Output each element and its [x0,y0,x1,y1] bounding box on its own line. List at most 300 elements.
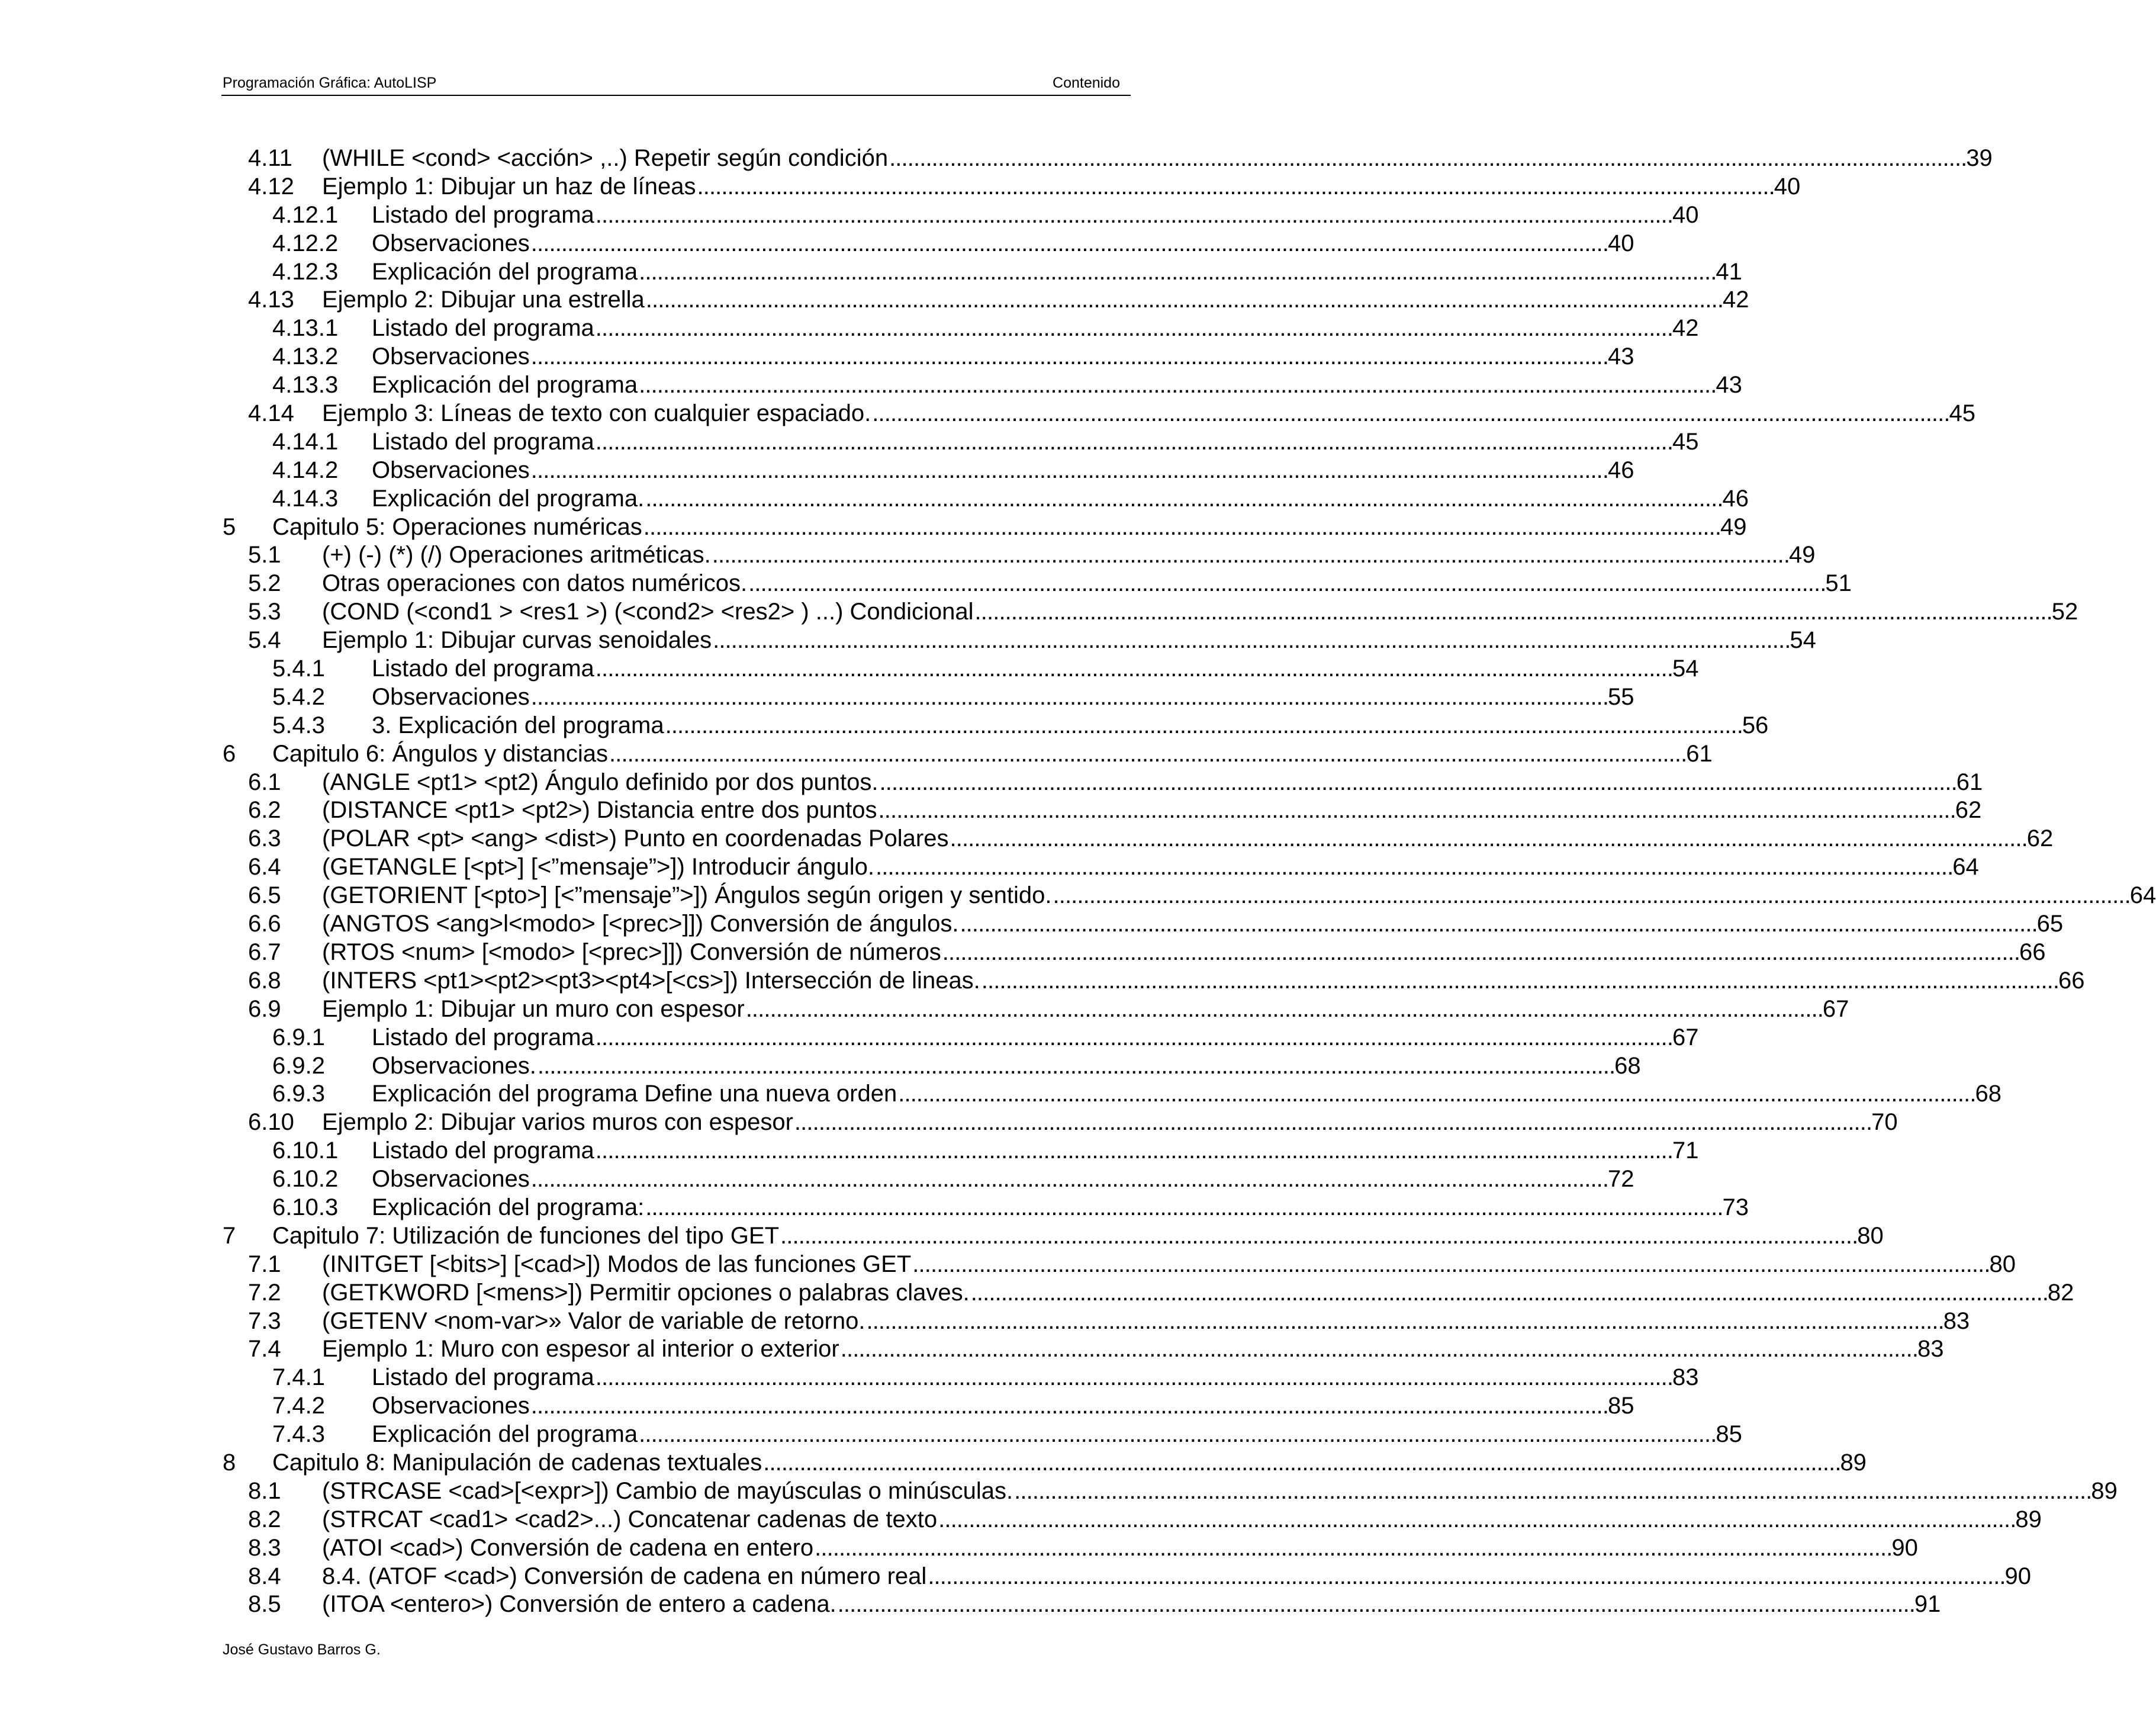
toc-entry[interactable] [221,769,1983,797]
toc-entry-number: 4.14 [248,400,294,427]
toc-dot-leader [644,1194,1722,1222]
toc-entry-line [372,201,1699,230]
toc-entry-number: 8.5 [248,1591,281,1618]
toc-entry[interactable] [221,995,1849,1024]
toc-entry[interactable] [221,1024,1699,1052]
toc-entry-number: 6.9.2 [272,1052,325,1079]
toc-entry-number: 7.4 [248,1336,281,1362]
toc-entry-line [272,513,1747,542]
toc-entry-title: Listado del programa [372,1137,594,1164]
toc-dot-leader [530,683,1608,712]
toc-entry-line [322,995,1849,1024]
toc-entry-page: 62 [2026,825,2054,852]
toc-entry-title: Observaciones [372,1166,530,1193]
toc-entry-line [372,371,1742,400]
toc-entry-title: (POLAR <pt> <ang> <dist>) Punto en coordenadas Polares [322,825,949,852]
toc-entry[interactable] [221,1335,1944,1364]
toc-entry-title: Observaciones. [372,1052,536,1079]
toc-dot-leader [530,1165,1608,1194]
toc-entry-number: 8.1 [248,1477,281,1504]
toc-dot-leader [645,286,1723,314]
toc-entry-number: 5.4 [248,627,281,654]
toc-entry-line [322,541,1816,570]
toc-entry[interactable] [221,598,2078,626]
toc-entry-line [372,1080,2001,1108]
toc-entry-line [322,1477,2118,1506]
toc-entry[interactable] [221,683,1634,712]
toc-dot-leader [941,939,2019,967]
toc-entry-line [372,1024,1699,1052]
toc-entry-title: Listado del programa [372,1024,594,1050]
toc-entry-title: Observaciones [372,457,530,483]
toc-entry-number: 4.12.2 [272,230,339,256]
toc-entry[interactable] [221,796,1982,825]
toc-dot-leader [871,400,1949,428]
toc-dot-leader [865,1307,1943,1336]
toc-entry[interactable] [221,314,1699,343]
toc-entry-number: 6.7 [248,939,281,965]
toc-entry-line [272,740,1713,769]
toc-dot-leader [879,769,1957,797]
toc-entry-title: (+) (-) (*) (/) Operaciones aritméticas. [322,542,711,568]
toc-entry-page: 83 [1943,1307,1970,1334]
toc-entry[interactable] [221,939,2046,967]
toc-entry-page: 68 [1614,1052,1641,1079]
toc-entry-title: Otras operaciones con datos numéricos. [322,570,748,597]
toc-entry-number: 4.12 [248,173,294,200]
toc-dot-leader [638,258,1716,287]
toc-entry-title: (ANGTOS <ang>l<modo> [<prec>]]) Conversión de ángulos. [322,911,959,937]
toc-entry-number: 6.5 [248,882,281,909]
toc-entry-number: 6.10.2 [272,1166,339,1193]
toc-entry-line [322,598,2078,626]
toc-entry-number: 4.13 [248,287,294,313]
toc-entry[interactable] [221,541,1816,570]
toc-dot-leader [536,1052,1614,1081]
toc-entry-title: (ITOA <entero>) Conversión de entero a cadena. [322,1591,836,1618]
toc-entry[interactable] [221,343,1634,371]
toc-entry-number: 6.2 [248,797,281,824]
toc-entry-line [372,457,1634,485]
toc-entry-line [372,1165,1634,1194]
toc-entry-number: 6.10.3 [272,1194,339,1220]
header-section-title: Contenido [1053,75,1120,91]
toc-entry-line [322,769,1983,797]
toc-entry-page: 51 [1825,570,1852,597]
toc-entry-page: 40 [1774,173,1801,200]
toc-entry-page: 40 [1672,201,1699,228]
toc-entry-line [372,1194,1749,1222]
toc-entry-number: 4.12.3 [272,258,339,285]
toc-entry-title: Capitulo 5: Operaciones numéricas [272,513,642,540]
toc-entry-page: 40 [1608,230,1634,256]
toc-entry-page: 80 [1857,1222,1884,1249]
toc-entry-page: 61 [1956,769,1983,795]
toc-dot-leader [745,995,1823,1024]
toc-entry-line [322,1335,1944,1364]
toc-entry[interactable] [221,1251,2016,1279]
toc-entry-line [322,939,2046,967]
toc-entry-page: 39 [1966,145,1993,171]
toc-entry-line [372,230,1634,258]
toc-dot-leader [874,853,1952,882]
toc-entry[interactable] [221,513,1747,542]
toc-entry-page: 56 [1742,712,1769,738]
toc-entry-page: 72 [1608,1166,1634,1193]
toc-entry-page: 66 [2019,939,2046,965]
toc-entry[interactable] [221,825,2054,853]
toc-entry-number: 6.10.1 [272,1137,339,1164]
toc-dot-leader [836,1590,1914,1619]
toc-entry-title: 3. Explicación del programa [372,712,664,738]
toc-dot-leader [530,230,1608,258]
toc-entry-page: 70 [1871,1109,1898,1136]
toc-dot-leader [594,1024,1672,1052]
toc-entry-page: 91 [1914,1591,1941,1618]
toc-entry-title: Explicación del programa Define una nueva orden [372,1081,897,1107]
toc-entry-number: 4.12.1 [272,201,339,228]
toc-dot-leader [793,1108,1871,1137]
toc-entry-title: Capitulo 6: Ángulos y distancias [272,740,608,767]
toc-entry[interactable] [221,457,1634,485]
toc-entry[interactable] [221,400,1975,428]
toc-entry-page: 46 [1608,457,1634,483]
toc-entry-line [322,1251,2016,1279]
toc-dot-leader [1013,1477,2091,1506]
toc-entry-page: 67 [1672,1024,1699,1050]
toc-entry[interactable] [221,712,1769,740]
toc-dot-leader [970,1279,2048,1307]
toc-entry-page: 45 [1949,400,1975,427]
toc-entry-page: 90 [2004,1563,2032,1589]
toc-entry-title: (COND (<cond1 > <res1 >) (<cond2> <res2> ) ...) Condicional [322,599,974,625]
toc-entry-title: Explicación del programa [372,1421,638,1448]
toc-dot-leader [813,1534,1891,1563]
toc-entry-page: 82 [2047,1279,2074,1306]
toc-dot-leader [530,1392,1608,1421]
toc-entry-title: Ejemplo 2: Dibujar varios muros con espesor [322,1109,793,1136]
toc-entry-line [322,1563,2032,1591]
header-book-title: Programación Gráfica: AutoLISP [223,75,437,91]
toc-entry-line [322,853,1979,882]
toc-entry-title: Listado del programa [372,1364,594,1391]
toc-dot-leader [664,712,1742,740]
toc-entry[interactable] [221,967,2085,995]
toc-entry-line [322,882,2156,910]
toc-entry-page: 64 [1952,854,1979,881]
toc-entry-number: 5.1 [248,542,281,568]
toc-entry-number: 5.4.1 [272,655,325,682]
footer-author: José Gustavo Barros G. [223,1641,381,1658]
toc-entry-title: (GETENV <nom-var>» Valor de variable de retorno. [322,1307,865,1334]
toc-dot-leader [1051,882,2129,910]
toc-entry-line [372,683,1634,712]
toc-entry-page: 83 [1917,1336,1944,1362]
toc-entry-number: 4.14.3 [272,485,339,512]
toc-entry[interactable] [221,371,1742,400]
toc-entry-line [372,485,1749,513]
toc-entry-number: 5.4.3 [272,712,325,738]
toc-entry-title: Ejemplo 1: Dibujar curvas senoidales [322,627,712,654]
toc-entry-page: 42 [1672,315,1699,342]
toc-entry-title: (GETANGLE [<pt>] [<”mensaje”>]) Introducir ángulo. [322,854,875,881]
toc-entry-title: Capitulo 8: Manipulación de cadenas textuales [272,1449,762,1476]
toc-entry[interactable] [221,1449,1867,1477]
toc-entry-page: 89 [1840,1449,1867,1476]
toc-entry-number: 4.11 [248,145,292,171]
toc-entry[interactable] [221,1590,1941,1619]
toc-entry-line [322,1307,1970,1336]
toc-entry-number: 7.4.2 [272,1393,325,1419]
toc-entry-line [272,1222,1884,1251]
toc-entry-number: 5.2 [248,570,281,597]
toc-entry[interactable] [221,910,2064,939]
toc-dot-leader [696,173,1774,201]
toc-entry-page: 46 [1722,485,1749,512]
toc-dot-leader [712,626,1790,655]
toc-entry-number: 5.4.2 [272,683,325,710]
toc-dot-leader [644,485,1722,513]
toc-entry[interactable] [221,1421,1742,1449]
toc-entry[interactable] [221,1165,1634,1194]
toc-entry-page: 49 [1720,513,1747,540]
toc-entry-page: 67 [1822,995,1849,1022]
toc-entry-title: (DISTANCE <pt1> <pt2>) Distancia entre dos puntos [322,797,877,824]
toc-entry[interactable] [221,173,1801,201]
toc-dot-leader [638,1421,1716,1449]
toc-entry-number: 6 [223,740,236,767]
table-of-contents [221,144,2156,1619]
toc-dot-leader [594,655,1672,683]
toc-entry[interactable] [221,740,1713,769]
toc-entry[interactable] [221,1279,2074,1307]
toc-entry[interactable] [221,1307,1970,1336]
toc-dot-leader [594,1137,1672,1165]
toc-entry-title: Observaciones [372,230,530,256]
toc-entry-line [372,258,1742,287]
toc-entry-line [372,1364,1699,1392]
toc-entry-number: 7.4.1 [272,1364,325,1391]
toc-entry-number: 7.2 [248,1279,281,1306]
toc-dot-leader [980,967,2058,995]
toc-entry[interactable] [221,853,1979,882]
toc-dot-leader [897,1080,1975,1108]
toc-entry-page: 43 [1608,343,1634,370]
toc-dot-leader [747,570,1825,598]
toc-entry-page: 80 [1989,1251,2016,1277]
toc-entry-line [322,796,1982,825]
toc-entry-page: 73 [1722,1194,1749,1220]
toc-entry-title: Ejemplo 2: Dibujar una estrella [322,287,645,313]
toc-entry-number: 8.2 [248,1506,281,1532]
toc-entry-line [322,1108,1898,1137]
toc-entry[interactable] [221,230,1634,258]
toc-entry-title: Ejemplo 1: Dibujar un haz de líneas [322,173,696,200]
toc-entry[interactable] [221,1222,1884,1251]
toc-dot-leader [937,1506,2015,1534]
toc-entry-title: (RTOS <num> [<modo> [<prec>]]) Conversión de números [322,939,941,965]
toc-entry-page: 42 [1722,287,1749,313]
toc-dot-leader [530,457,1608,485]
toc-entry-title: Capitulo 7: Utilización de funciones del tipo GET [272,1222,780,1249]
toc-dot-leader [926,1563,2004,1591]
toc-entry-page: 83 [1672,1364,1699,1391]
toc-entry-title: (STRCAT <cad1> <cad2>...) Concatenar cadenas de texto [322,1506,938,1532]
toc-entry-page: 52 [2051,599,2078,625]
toc-dot-leader [594,314,1672,343]
toc-entry-line [322,967,2085,995]
toc-entry[interactable] [221,144,1993,173]
toc-entry-title: Listado del programa [372,201,594,228]
page-header [221,72,1131,96]
toc-entry[interactable] [221,428,1699,457]
toc-entry[interactable] [221,258,1742,287]
toc-entry-title: Listado del programa [372,655,594,682]
toc-entry-line [372,1392,1634,1421]
toc-entry-line [322,1506,2042,1534]
toc-entry[interactable] [221,485,1749,513]
toc-entry-page: 68 [1975,1081,2001,1107]
toc-entry-title: Ejemplo 1: Dibujar un muro con espesor [322,995,745,1022]
toc-entry-page: 85 [1608,1393,1634,1419]
toc-entry-title: (INTERS <pt1><pt2><pt3><pt4>[<cs>]) Intersección de lineas. [322,967,980,994]
toc-entry[interactable] [221,201,1699,230]
toc-entry[interactable] [221,1137,1699,1165]
toc-entry[interactable] [221,1052,1641,1081]
toc-dot-leader [608,740,1686,769]
toc-entry-page: 43 [1716,372,1742,399]
toc-entry-line [322,400,1975,428]
toc-dot-leader [530,343,1608,371]
toc-entry-page: 71 [1672,1137,1699,1164]
toc-dot-leader [911,1251,1989,1279]
toc-entry-page: 45 [1672,428,1699,455]
toc-entry[interactable] [221,1108,1898,1137]
toc-entry[interactable] [221,1534,1918,1563]
toc-dot-leader [877,796,1955,825]
toc-dot-leader [594,428,1672,457]
toc-entry-line [372,712,1769,740]
toc-entry-line [322,1590,1941,1619]
toc-entry-line [272,1449,1867,1477]
toc-entry-line [322,825,2054,853]
toc-entry-page: 90 [1891,1534,1918,1561]
toc-entry-title: Listado del programa [372,428,594,455]
toc-dot-leader [888,144,1966,173]
toc-dot-leader [594,201,1672,230]
toc-entry-number: 8 [223,1449,236,1476]
toc-entry-line [322,173,1801,201]
toc-entry[interactable] [221,1506,2042,1534]
toc-entry-number: 6.9.3 [272,1081,325,1107]
toc-entry-page: 54 [1672,655,1699,682]
toc-entry[interactable] [221,1563,2032,1591]
toc-entry-number: 7.4.3 [272,1421,325,1448]
toc-entry-title: Explicación del programa [372,258,638,285]
toc-entry-number: 7.3 [248,1307,281,1334]
page-footer [223,1639,381,1660]
toc-entry-title: (INITGET [<bits>] [<cad>]) Modos de las funciones GET [322,1251,912,1277]
toc-entry-line [372,314,1699,343]
toc-entry-number: 8.3 [248,1534,281,1561]
toc-entry-number: 5 [223,513,236,540]
toc-entry[interactable] [221,286,1749,314]
toc-entry-number: 6.4 [248,854,281,881]
toc-entry-title: Ejemplo 3: Líneas de texto con cualquier espaciado. [322,400,871,427]
toc-entry-page: 89 [2015,1506,2042,1532]
toc-entry-title: Observaciones [372,343,530,370]
toc-entry-line [322,570,1852,598]
toc-entry-title: Observaciones [372,683,530,710]
toc-entry-title: (ATOI <cad>) Conversión de cadena en entero [322,1534,814,1561]
toc-dot-leader [642,513,1720,542]
toc-entry-number: 8.4 [248,1563,281,1589]
toc-entry-page: 89 [2091,1477,2118,1504]
toc-entry-page: 66 [2058,967,2085,994]
toc-entry[interactable] [221,1477,2118,1506]
toc-entry-title: Explicación del programa. [372,485,645,512]
toc-entry[interactable] [221,1080,2001,1108]
toc-entry[interactable] [221,882,2156,910]
toc-entry-line [372,1052,1641,1081]
toc-dot-leader [839,1335,1917,1364]
toc-entry[interactable] [221,1392,1634,1421]
toc-entry-number: 6.1 [248,769,281,795]
toc-entry-page: 49 [1789,542,1816,568]
toc-entry[interactable] [221,1194,1749,1222]
toc-entry[interactable] [221,626,1816,655]
toc-entry-title: 8.4. (ATOF <cad>) Conversión de cadena en número real [322,1563,927,1589]
toc-entry-title: Explicación del programa [372,372,638,399]
toc-dot-leader [711,541,1789,570]
toc-entry-title: (GETORIENT [<pto>] [<”mensaje”>]) Ángulos según origen y sentido. [322,882,1052,909]
toc-entry-line [372,1421,1742,1449]
toc-entry[interactable] [221,1364,1699,1392]
toc-entry-page: 61 [1686,740,1713,767]
toc-entry-page: 54 [1790,627,1816,654]
toc-entry-number: 7.1 [248,1251,281,1277]
toc-dot-leader [779,1222,1857,1251]
toc-entry-number: 6.9 [248,995,281,1022]
toc-entry-number: 6.6 [248,911,281,937]
toc-entry-number: 6.10 [248,1109,294,1136]
toc-entry-page: 62 [1955,797,1982,824]
toc-entry-number: 6.9.1 [272,1024,325,1050]
toc-dot-leader [762,1449,1840,1477]
toc-entry-line [322,1534,1918,1563]
toc-entry-title: Explicación del programa: [372,1194,645,1220]
toc-entry[interactable] [221,570,1852,598]
toc-entry-line [322,286,1749,314]
toc-entry-number: 6.3 [248,825,281,852]
toc-entry-line [372,428,1699,457]
toc-entry-title: (STRCASE <cad>[<expr>]) Cambio de mayúsculas o minúsculas. [322,1477,1013,1504]
toc-entry-number: 6.8 [248,967,281,994]
toc-entry-line [322,910,2064,939]
toc-dot-leader [948,825,2026,853]
toc-entry-page: 64 [2129,882,2156,909]
toc-entry-line [322,144,1993,173]
toc-entry[interactable] [221,655,1699,683]
toc-entry-page: 55 [1608,683,1634,710]
toc-entry-title: (ANGLE <pt1> <pt2) Ángulo definido por dos puntos. [322,769,879,795]
toc-entry-number: 4.13.3 [272,372,339,399]
toc-entry-number: 4.14.1 [272,428,339,455]
toc-entry-number: 4.14.2 [272,457,339,483]
toc-dot-leader [594,1364,1672,1392]
toc-entry-page: 85 [1716,1421,1742,1448]
toc-entry-number: 4.13.2 [272,343,339,370]
